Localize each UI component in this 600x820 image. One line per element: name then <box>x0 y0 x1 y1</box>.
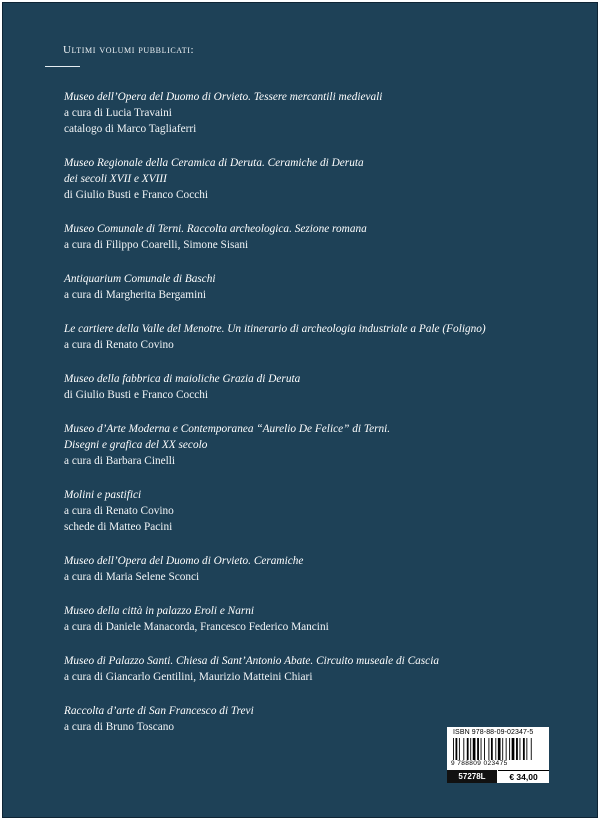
volume-entry <box>64 487 584 535</box>
barcode-block <box>447 727 549 783</box>
barcode-digits: 9 788809 023475 <box>451 760 508 767</box>
volume-entry <box>64 653 584 685</box>
volume-credit: a cura di Lucia Travaini <box>64 107 172 119</box>
volume-list <box>64 89 584 753</box>
volume-credit: catalogo di Marco Tagliaferri <box>64 123 197 135</box>
volume-entry <box>64 371 584 403</box>
volume-credit: a cura di Barbara Cinelli <box>64 455 176 467</box>
volume-entry <box>64 221 584 253</box>
product-code: 57278L <box>447 770 497 783</box>
volume-title: Museo dell’Opera del Duomo di Orvieto. Tessere mercantili medievali <box>64 91 383 103</box>
volume-entry <box>64 155 584 203</box>
volume-credit: di Giulio Busti e Franco Cocchi <box>64 189 209 201</box>
heading-rule <box>45 66 80 67</box>
volume-title: Le cartiere della Valle del Menotre. Un itinerario di archeologia industriale a Pale (Foligno) <box>64 323 486 335</box>
back-cover <box>2 2 598 818</box>
volume-credit: a cura di Filippo Coarelli, Simone Sisani <box>64 239 249 251</box>
volume-entry <box>64 603 584 635</box>
volume-title: Museo d’Arte Moderna e Contemporanea “Aurelio De Felice” di Terni. Disegni e grafica del XX secolo <box>64 423 391 451</box>
isbn-text: ISBN 978-88-09-02347-5 <box>453 729 534 736</box>
volume-title: Museo Regionale della Ceramica di Deruta. Ceramiche di Deruta dei secoli XVII e XVIII <box>64 157 364 185</box>
volume-title: Museo Comunale di Terni. Raccolta archeologica. Sezione romana <box>64 223 367 235</box>
volume-title: Museo dell’Opera del Duomo di Orvieto. Ceramiche <box>64 555 304 567</box>
volume-title: Molini e pastifici <box>64 489 142 501</box>
volume-credit: a cura di Renato Covino <box>64 505 174 517</box>
volume-credit: a cura di Margherita Bergamini <box>64 289 206 301</box>
volume-entry <box>64 271 584 303</box>
section-heading: Ultimi volumi pubblicati: <box>63 44 195 56</box>
volume-title: Museo di Palazzo Santi. Chiesa di Sant’Antonio Abate. Circuito museale di Cascia <box>64 655 439 667</box>
volume-credit: schede di Matteo Pacini <box>64 521 173 533</box>
volume-title: Museo della città in palazzo Eroli e Narni <box>64 605 255 617</box>
volume-entry <box>64 421 584 469</box>
volume-title: Raccolta d’arte di San Francesco di Trevi <box>64 705 254 717</box>
volume-entry <box>64 321 584 353</box>
volume-credit: a cura di Renato Covino <box>64 339 174 351</box>
volume-credit: di Giulio Busti e Franco Cocchi <box>64 389 209 401</box>
barcode-icon <box>453 738 543 760</box>
volume-credit: a cura di Maria Selene Sconci <box>64 571 200 583</box>
volume-entry <box>64 553 584 585</box>
volume-credit: a cura di Bruno Toscano <box>64 721 175 733</box>
volume-entry <box>64 89 584 137</box>
volume-credit: a cura di Daniele Manacorda, Francesco Federico Mancini <box>64 621 329 633</box>
volume-credit: a cura di Giancarlo Gentilini, Maurizio Matteini Chiari <box>64 671 313 683</box>
volume-title: Antiquarium Comunale di Baschi <box>64 273 216 285</box>
price-label: € 34,00 <box>498 770 549 783</box>
volume-title: Museo della fabbrica di maioliche Grazia di Deruta <box>64 373 301 385</box>
